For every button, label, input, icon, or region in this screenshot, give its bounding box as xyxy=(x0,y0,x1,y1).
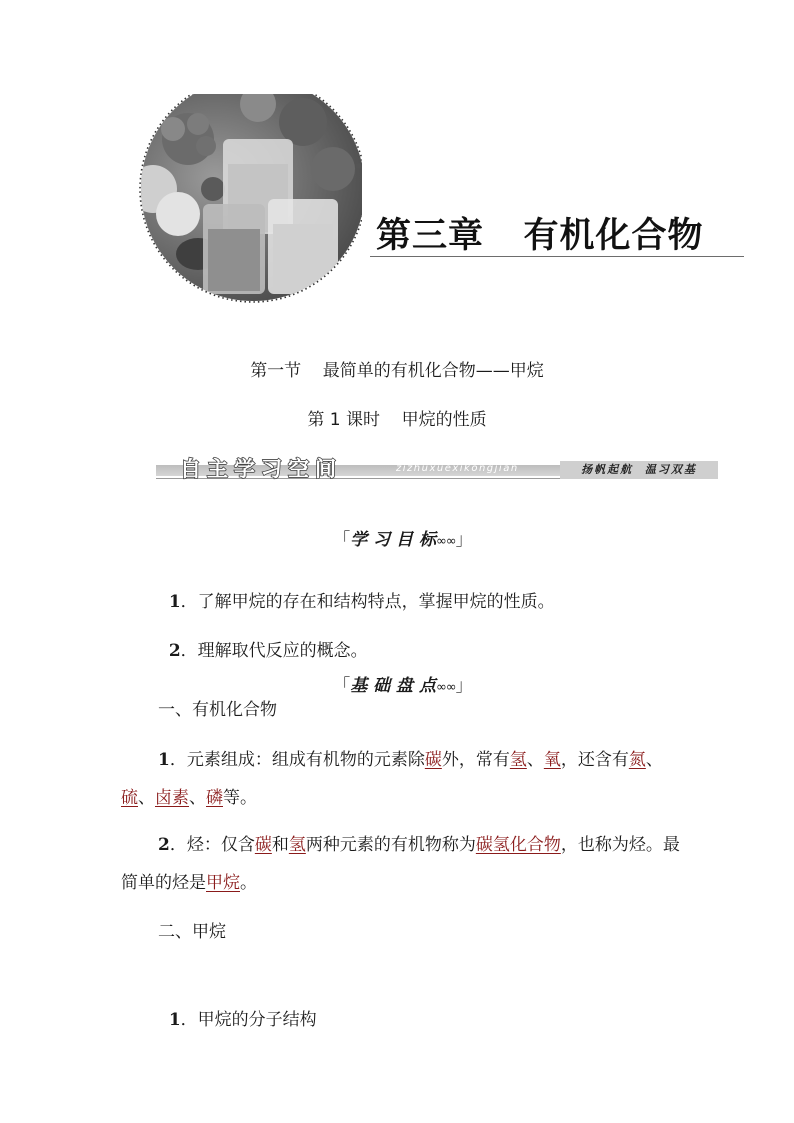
answer-blank: 氢 xyxy=(509,750,527,770)
answer-blank: 碳 xyxy=(254,835,272,855)
infinity-decoration-icon: ∞∞ xyxy=(435,534,456,549)
part1-heading: 一、有机化合物 xyxy=(158,700,277,720)
objective-item: 2．理解取代反应的概念。 xyxy=(168,641,368,661)
lesson-title: 第 1 课时 甲烷的性质 xyxy=(307,410,487,430)
chapter-title: 第三章 有机化合物 xyxy=(376,215,704,256)
objectives-heading xyxy=(0,505,794,550)
composition-paragraph: 1．元素组成：组成有机物的元素除碳外，常有氢、氧，还含有氮、硫、卤素、磷等。 xyxy=(121,750,663,808)
answer-blank: 碳氢化合物 xyxy=(475,835,561,855)
section-title: 第一节 最简单的有机化合物——甲烷 xyxy=(250,361,544,381)
open-bracket: 「 xyxy=(333,676,351,696)
answer-blank: 碳 xyxy=(424,750,442,770)
answer-blank: 甲烷 xyxy=(206,873,240,893)
banner-motto: 扬帆起航 温习双基 xyxy=(560,461,718,479)
close-bracket: 」 xyxy=(455,676,473,696)
objectives-heading-text: 学 习 目 标 xyxy=(350,530,436,550)
answer-blank: 氢 xyxy=(288,835,306,855)
answer-blank: 氮 xyxy=(628,750,646,770)
banner-pinyin: zizhuxuexikongjian xyxy=(396,463,519,474)
basics-heading-text: 基 础 盘 点 xyxy=(350,676,436,696)
methane-structure-item: 1．甲烷的分子结构 xyxy=(168,1010,317,1030)
answer-blank: 氧 xyxy=(543,750,561,770)
part2-heading: 二、甲烷 xyxy=(158,922,226,942)
answer-blank: 硫 xyxy=(121,788,138,808)
open-bracket: 「 xyxy=(333,530,351,550)
answer-blank: 磷 xyxy=(206,788,223,808)
infinity-decoration-icon: ∞∞ xyxy=(435,680,456,695)
chapter-cover-image xyxy=(118,94,362,304)
objective-item: 1．了解甲烷的存在和结构特点，掌握甲烷的性质。 xyxy=(168,592,555,612)
self-study-banner xyxy=(156,458,718,482)
banner-title: 自主学习空间 xyxy=(180,457,342,481)
chapter-divider xyxy=(370,256,744,257)
close-bracket: 」 xyxy=(455,530,473,550)
basics-heading xyxy=(0,651,794,696)
answer-blank: 卤素 xyxy=(155,788,189,808)
hydrocarbon-paragraph: 2．烃：仅含碳和氢两种元素的有机物称为碳氢化合物，也称为烃。最简单的烃是甲烷。 xyxy=(121,835,680,893)
